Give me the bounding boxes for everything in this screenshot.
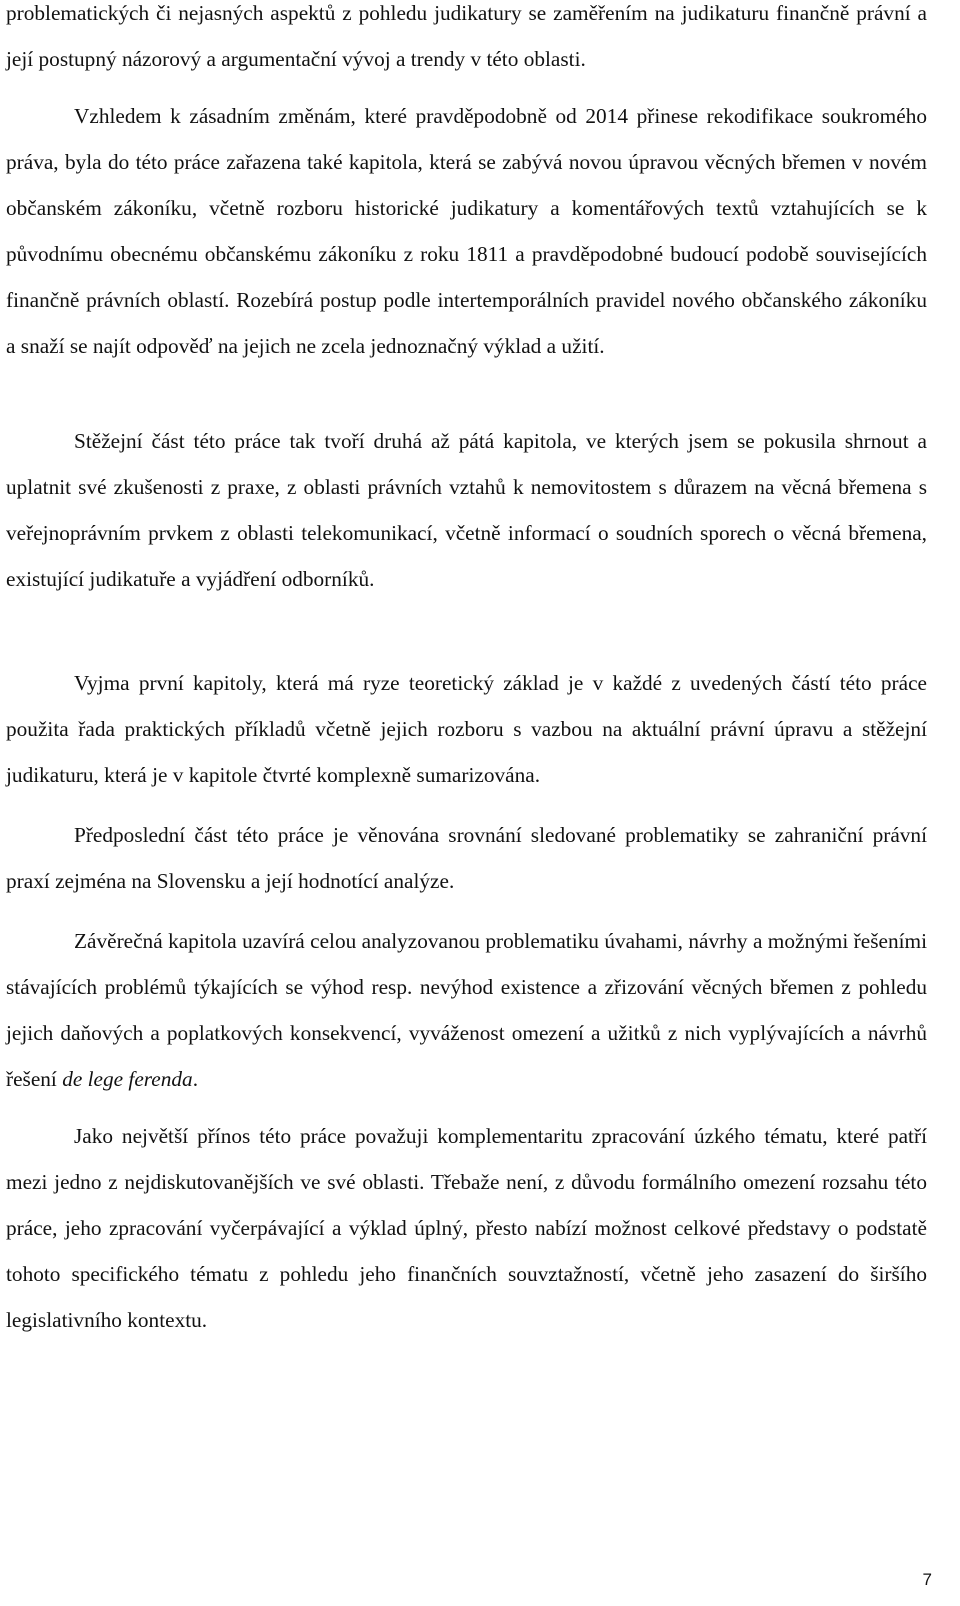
- paragraph-1: problematických či nejasných aspektů z pohledu judikatury se zaměřením na judikaturu finančně právní a její postupný názorový a argumentační vývoj a trendy v této oblasti.: [6, 1, 927, 71]
- paragraph-3: Stěžejní část této práce tak tvoří druhá až pátá kapitola, ve kterých jsem se pokusila shrnout a uplatnit své zkušenosti z praxe, z oblasti právních vztahů k nemovitostem s důrazem na věcná břemena s veřejnoprávním prvkem z oblasti telekomunikací, včetně informací o soudních sporech o věcná břemena, existující judikatuře a vyjádření odborníků.: [6, 429, 927, 591]
- paragraph-6-text: Závěrečná kapitola uzavírá celou analyzovanou problematiku úvahami, návrhy a možnými řešeními stávajících problémů týkajících se výhod resp. nevýhod existence a zřizování věcných břemen z pohledu jejich daňových a poplatkových konsekvencí, vyváženost omezení a užitků z nich vyplývajících a návrhů řešení: [6, 929, 927, 1091]
- paragraph-6: [6, 918, 927, 1102]
- paragraph-4: Vyjma první kapitoly, která má ryze teoretický základ je v každé z uvedených částí této práce použita řada praktických příkladů včetně jejich rozboru s vazbou na aktuální právní úpravu a stěžejní judikaturu, která je v kapitole čtvrté komplexně sumarizována.: [6, 671, 927, 787]
- paragraph-6-end: .: [192, 1067, 199, 1091]
- paragraph-5: Předposlední část této práce je věnována srovnání sledované problematiky se zahraniční právní praxí zejména na Slovensku a její hodnotící analýze.: [6, 823, 927, 893]
- paragraph-2: Vzhledem k zásadním změnám, které pravděpodobně od 2014 přinese rekodifikace soukromého práva, byla do této práce zařazena také kapitola, která se zabývá novou úpravou věcných břemen v novém občanském zákoníku, včetně rozboru historické judikatury a komentářových textů vztahujících se k původnímu obecnému občanskému zákoníku z roku 1811 a pravděpodobné budoucí podobě souvisejících finančně právních oblastí. Rozebírá postup podle intertemporálních pravidel nového občanského zákoníku a snaží se najít odpověď na jejich ne zcela jednoznačný výklad a užití.: [6, 104, 927, 358]
- paragraph-7: Jako největší přínos této práce považuji komplementaritu zpracování úzkého tématu, které patří mezi jedno z nejdiskutovanějších ve své oblasti. Třebaže není, z důvodu formálního omezení rozsahu této práce, jeho zpracování vyčerpávající a výklad úplný, přesto nabízí možnost celkové představy o podstatě tohoto specifického tématu z pohledu jeho finančních souvztažností, včetně jeho zasazení do širšího legislativního kontextu.: [6, 1124, 927, 1332]
- page-number: 7: [922, 1570, 932, 1589]
- latin-phrase: de lege ferenda: [62, 1067, 193, 1091]
